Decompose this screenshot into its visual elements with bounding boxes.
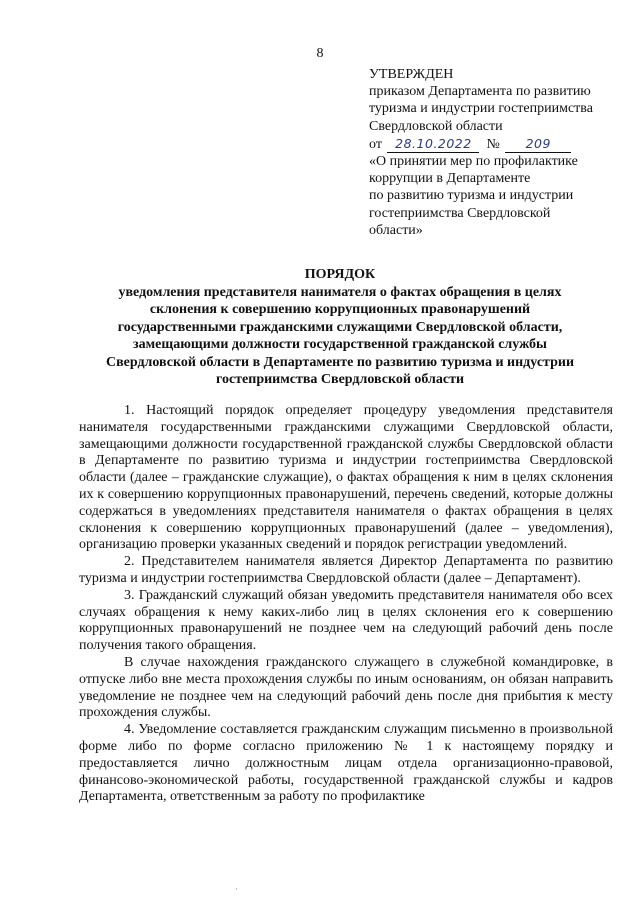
approval-line: Свердловской области bbox=[369, 118, 503, 134]
title-line: склонения к совершению коррупционных правонарушений bbox=[149, 302, 531, 317]
title-line: уведомления представителя нанимателя о фактах обращения в целях bbox=[118, 284, 562, 300]
handwritten-number: 209 bbox=[505, 135, 571, 153]
title-line: замещающими должности государственной гражданской службы bbox=[133, 337, 547, 352]
paragraph: 4. Уведомление составляется гражданским служащим письменно в произвольной форме либо по форме согласно приложению № 1 к настоящему порядку и предоставляется лично должностным лицам отдела организационно-правовой, финансово-экономической работы, государственной гражданской службы и кадров Департамента, ответственным за работу по профилактике bbox=[79, 722, 613, 805]
page-number: 8 bbox=[316, 46, 324, 61]
approval-heading: УТВЕРЖДЕН bbox=[369, 67, 454, 82]
number-prefix: № bbox=[486, 136, 500, 152]
document-body bbox=[79, 403, 613, 806]
subject-line: гостеприимства Свердловской bbox=[369, 205, 551, 221]
approval-line: туризма и индустрии гостеприимства bbox=[369, 101, 593, 117]
subject-line: области» bbox=[369, 222, 423, 238]
date-number-row bbox=[369, 135, 619, 153]
title-line: гостеприимства Свердловской области bbox=[215, 372, 465, 387]
scan-speck bbox=[236, 888, 237, 890]
title-heading: ПОРЯДОК bbox=[304, 267, 376, 282]
date-prefix: от bbox=[369, 136, 382, 152]
paragraph: 1. Настоящий порядок определяет процедуру уведомления представителя нанимателя государственными гражданскими служащими Свердловской области, замещающими должности государственной гражданской службы Свердловской области в Департаменте по развитию туризма и индустрии гостеприимства Свердловской области (далее – гражданские служащие), о фактах обращения к ним в целях склонения их к совершению коррупционных правонарушений, перечень сведений, которые должны содержаться в уведомлениях представителя нанимателя о фактах обращения в целях склонения к совершению коррупционных правонарушений (далее – уведомления), организацию проверки указанных сведений и порядок регистрации уведомлений. bbox=[79, 403, 613, 553]
subject-line: по развитию туризма и индустрии bbox=[369, 188, 574, 204]
subject-line: коррупции в Департаменте bbox=[369, 171, 531, 187]
subject-line: «О принятии мер по профилактике bbox=[369, 154, 578, 170]
document-title bbox=[60, 266, 620, 389]
paragraph: В случае нахождения гражданского служащего в служебной командировке, в отпуске либо вне места прохождения службы по иным основаниям, он обязан направить уведомление не позднее чем на следующий рабочий день после дня прибытия к месту прохождения службы. bbox=[79, 654, 613, 721]
handwritten-date: 28.10.2022 bbox=[387, 135, 479, 153]
paragraph: 2. Представителем нанимателя является Директор Департамента по развитию туризма и индустрии гостеприимства Свердловской области (далее – Департамент). bbox=[79, 554, 613, 586]
paragraph: 3. Гражданский служащий обязан уведомить представителя нанимателя обо всех случаях обращения к нему каких-либо лиц в целях склонения его к совершению коррупционных правонарушений не позднее чем на следующий рабочий день после получения такого обращения. bbox=[79, 587, 613, 654]
title-line: государственными гражданскими служащими Свердловской области, bbox=[117, 319, 563, 335]
approval-block bbox=[369, 66, 619, 239]
approval-line: приказом Департамента по развитию bbox=[369, 84, 591, 100]
title-line: Свердловской области в Департаменте по развитию туризма и индустрии bbox=[105, 354, 575, 370]
